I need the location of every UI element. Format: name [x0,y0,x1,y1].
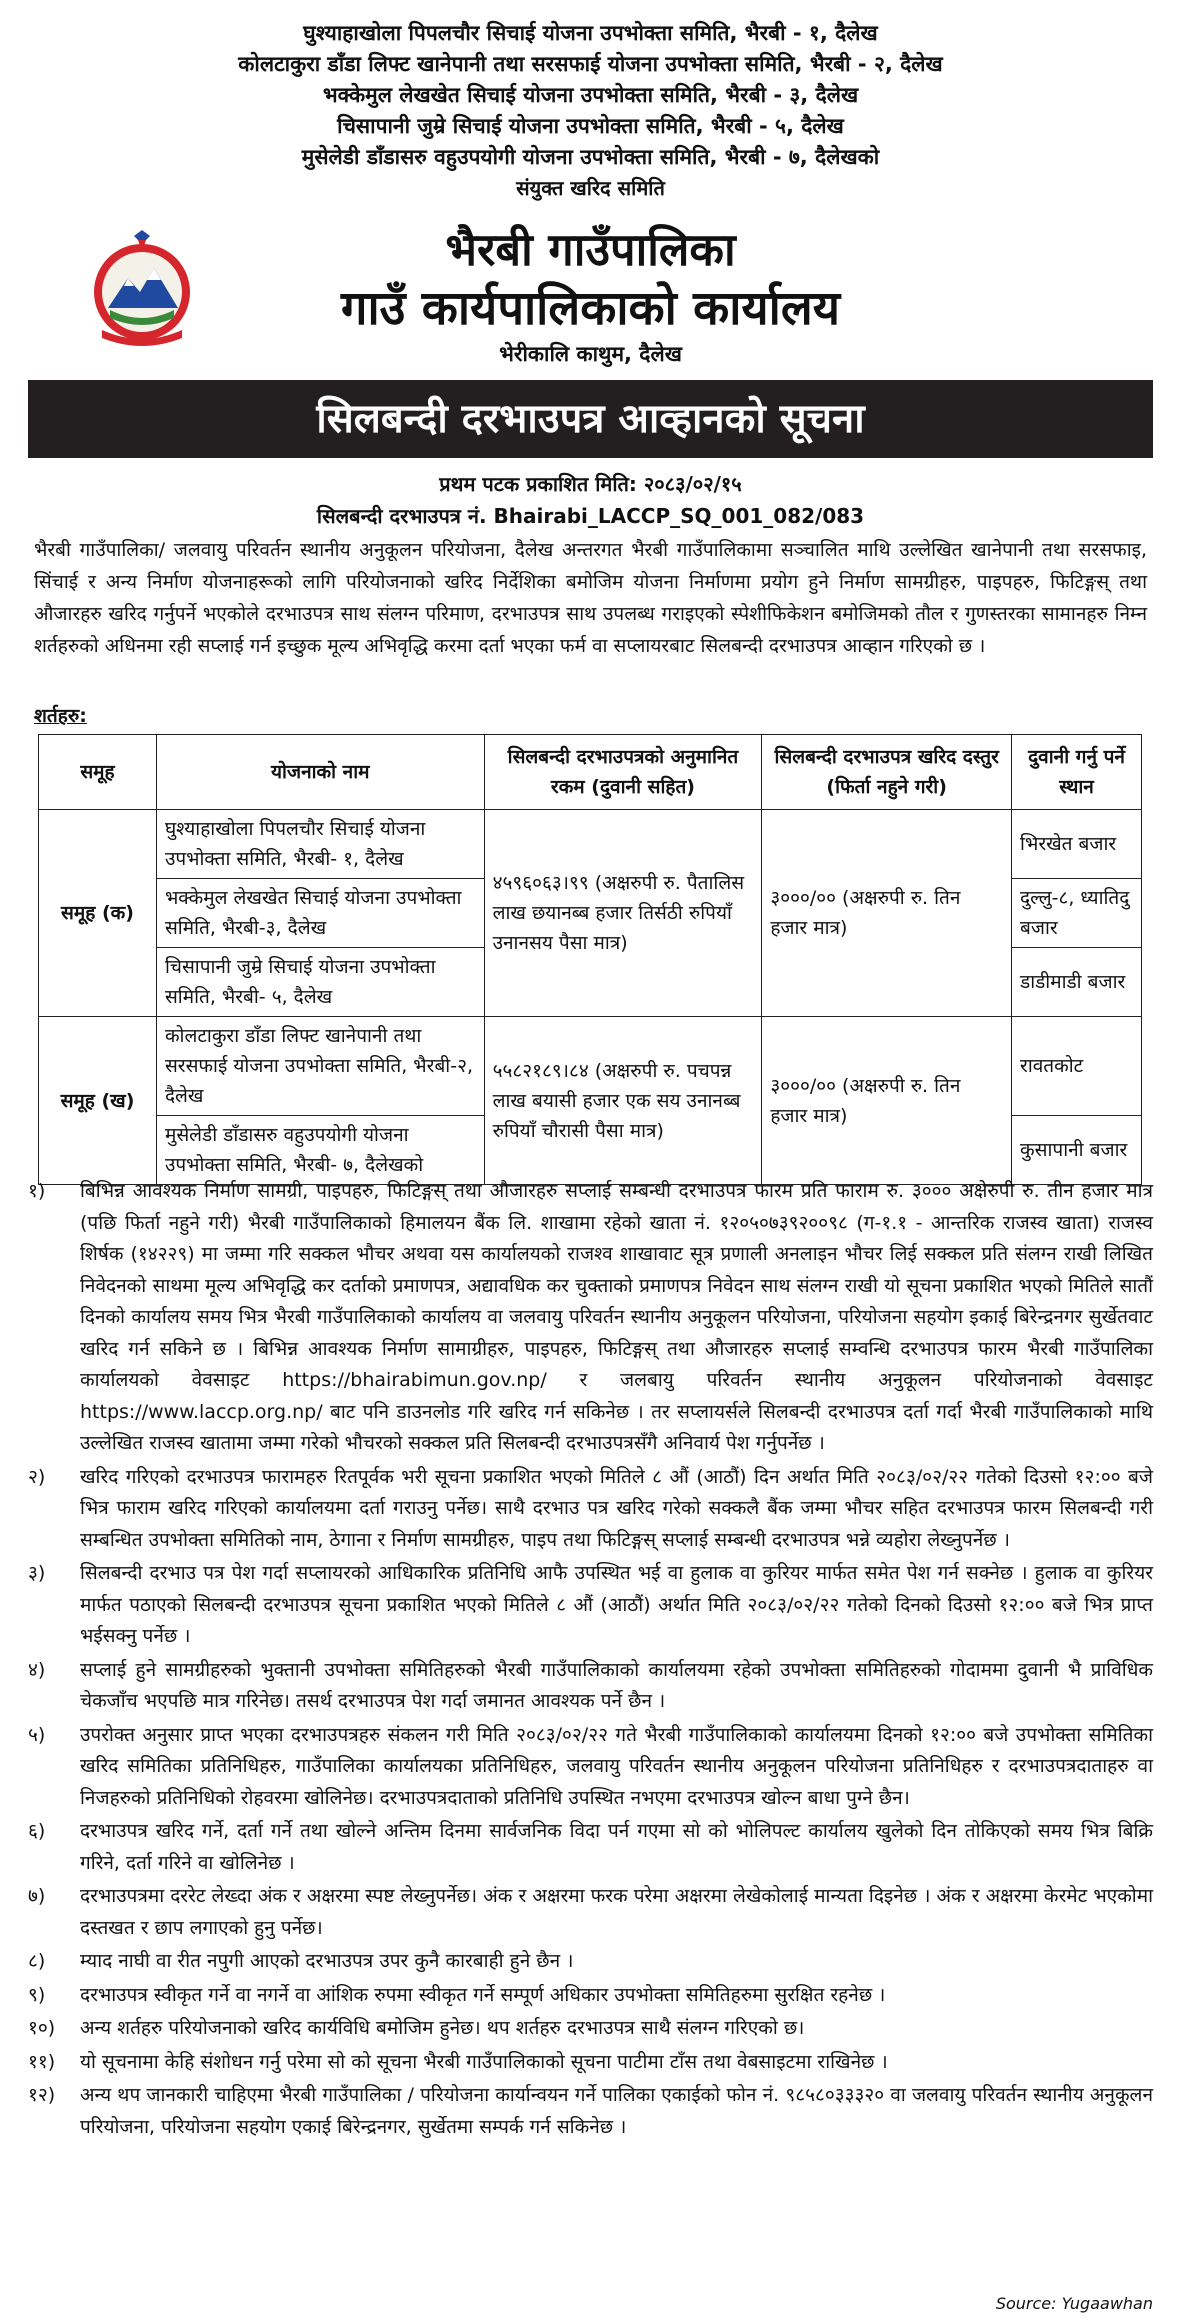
joint-committee: संयुक्त खरिद समिति [516,176,665,200]
committee-line: भक्केमुल लेखखेत सिचाई योजना उपभोक्ता समिति, भैरबी - ३, दैलेख [322,83,859,107]
col-header: योजनाको नाम [156,735,484,810]
terms-heading: शर्तहरु: [34,705,87,727]
tender-number: सिलबन्दी दरभाउपत्र नं. Bhairabi_LACCP_SQ_001_082/083 [316,504,865,528]
delivery-location: दुल्लु-८, ध्याति‌दु बजार [1012,879,1142,948]
term-number: ८) [28,1950,46,1972]
term-number: ४) [28,1658,46,1681]
term-item [28,1655,1153,1718]
term-text: दरभाउपत्र खरिद गर्ने, दर्ता गर्ने तथा खोल्ने अन्तिम दिनमा सार्वजनिक विदा पर्न गएमा सो को भोलिपल्ट कार्यालय खुलेको दिन तोकिएको समय भित्र बिक्रि गरिने, दर्ता गरिने वा खोलिनेछ । [80,1820,1153,1874]
delivery-location: भिरखेत बजार [1012,810,1142,879]
committee-line: चिसापानी जुम्रे सिचाई योजना उपभोक्ता समिति, भैरबी - ५, दैलेख [337,114,844,138]
office-address: भेरीकालि काथुम, दैलेख [499,342,682,366]
project-name: मुसेलेडी डाँडासरु वहुउपयोगी योजना उपभोक्ता समिति, भैरबी- ७, दैलेखको [156,1116,484,1185]
term-text: अन्य थप जानकारी चाहिएमा भैरबी गाउँपालिका / परियोजना कार्यान्वयन गर्ने पालिका एकाईको फोन नं. ९८५८०३३३२० वा जलवायु परिवर्तन स्थानीय अनुकूलन परियोजना, परियोजना सहयोग एकाई बिरेन्द्रनगर, सुर्खेतमा सम्पर्क गर्न सकिनेछ । [80,2084,1153,2138]
committee-line: मुसेलेडी डाँडासरु वहुउपयोगी योजना उपभोक्ता समिति, भैरबी - ७, दैलेखको [301,145,880,169]
term-item [28,2047,1153,2079]
term-text: म्याद नाघी वा रीत नपुगी आएको दरभाउपत्र उपर कुनै कारबाही हुने छैन । [80,1950,574,1972]
term-item [28,2080,1153,2143]
table-row [39,1017,1142,1116]
term-item [28,1176,1153,1460]
term-item [28,1462,1153,1557]
office-name: गाउँ कार्यपालिकाको कार्यालय [341,281,840,336]
term-number: १०) [28,2017,56,2039]
term-number: २) [28,1465,46,1488]
rural-municipality-name: भैरबी गाउँपालिका [445,223,736,276]
committee-list [28,18,1153,203]
groups-table [38,734,1142,1185]
col-header: सिलबन्दी दरभाउपत्रको अनुमानित रकम (दुवानी सहित) [484,735,762,810]
project-name: भक्केमुल लेखखेत सिचाई योजना उपभोक्ता समिति, भैरबी-३, दैलेख [156,879,484,948]
delivery-location: डाडीमाडी बजार [1012,948,1142,1017]
term-text: सप्लाई हुने सामग्रीहरुको भुक्तानी उपभोक्ता समितिहरुको भैरबी गाउँपालिकाको कार्यालयमा रहेको उपभोक्ता समितिहरुको गोदाममा दुवानी भै प्राविधिक चेकजाँच भएपछि मात्र गरिनेछ। तसर्थ दरभाउपत्र पेश गर्दा जमानत आवश्यक पर्ने छैन । [80,1658,1153,1712]
project-name: घुश्याहाखोला पिपलचौर सिचाई योजना उपभोक्ता समिति, भैरबी- १, दैलेख [156,810,484,879]
estimated-amount: ५५८२१८९।८४ (अक्षरुपी रु. पचपन्न लाख बयासी हजार एक सय उनानब्ब रुपियाँ चौरासी पैसा मात्र) [484,1017,762,1185]
source-credit: Source: Yugaawhan [995,2294,1153,2313]
term-number: ३) [28,1562,46,1584]
term-item [28,1816,1153,1879]
publish-date: प्रथम पटक प्रकाशित मिति: २०८३/०२/१५ [439,472,742,496]
project-name: चिसापानी जुम्रे सिचाई योजना उपभोक्ता समिति, भैरबी- ५, दैलेख [156,948,484,1017]
term-text: अन्य शर्तहरु परियोजनाको खरिद कार्यविधि बमोजिम हुनेछ। थप शर्तहरु दरभाउपत्र साथै संलग्न गरिएको छ। [80,2017,805,2039]
terms-list [28,1176,1153,2145]
committee-line: घुश्याहाखोला पिपलचौर सिचाई योजना उपभोक्ता समिति, भैरबी - १, दैलेख [303,21,878,45]
col-header: सिलबन्दी दरभाउपत्र खरिद दस्तुर (फिर्ता नहुने गरी) [762,735,1012,810]
table-header-row [39,735,1142,810]
delivery-location: रावतकोट [1012,1017,1142,1116]
purchase-fee: ३०००/०० (अक्षरुपी रु. तिन हजार मात्र) [762,810,1012,1017]
purchase-fee: ३०००/०० (अक्षरुपी रु. तिन हजार मात्र) [762,1017,1012,1185]
notice-title-banner: सिलबन्दी दरभाउपत्र आव्हानको सूचना [28,380,1153,458]
term-number: १२) [28,2084,56,2106]
term-text: दरभाउपत्र स्वीकृत गर्ने वा नगर्ने वा आंशिक रुपमा स्वीकृत गर्ने सम्पूर्ण अधिकार उपभोक्ता समितिहरुमा सुरक्षित रहनेछ । [80,1983,886,2006]
term-number: ११) [28,2050,56,2073]
table-row [39,810,1142,879]
intro-paragraph: भैरबी गाउँपालिका/ जलवायु परिवर्तन स्थानीय अनुकूलन परियोजना, दैलेख अन्तरगत भैरबी गाउँपालिकामा सञ्चालित माथि उल्लेखित खानेपानी तथा सरसफाइ, सिंचाई र अन्य निर्माण योजनाहरूको लागि परियोजनाको खरिद निर्देशिका बमोजिम योजना निर्माणमा प्रयोग हुने निर्माण सामग्रीहरु, पाइपहरु, फिटिङ्गस् तथा औजारहरु खरिद गर्नुपर्ने भएकोले दरभाउपत्र साथ संलग्न परिमाण, दरभाउपत्र साथ उपलब्ध गराइएको स्पेशीफिकेशन बमोजिमको तौल र गुणस्तरका सामानहरु निम्न शर्तहरुको अधिनमा रही सप्लाई गर्न इच्छुक मूल्य अभिवृद्धि करमा दर्ता भएका फर्म वा सप्लायरबाट सिलबन्दी दरभाउपत्र आव्हान गरिएको छ । [34,539,1147,657]
term-text: बिभिन्न आवश्यक निर्माण सामग्री, पाइपहरु, फिटिङ्गस् तथा औजारहरु सप्लाई सम्बन्धी दरभाउपत्र फारम प्रति फाराम रु. ३००० अक्षेरुपी रु. तीन हजार मात्र (पछि फिर्ता नहुने गरी) भैरबी गाउँपालिकाको हिमालयन बैंक लि. शाखामा रहेको खाता नं. १२०५०७३९२००९८ (ग-१.१ - आन्तरिक राजस्व खाता) राजस्व शिर्षक (१४२२९) मा जम्मा गरि सक्कल भौचर अथवा यस कार्यालयको राजश्व शाखावाट सूत्र प्रणाली अनलाइन भौचर लिई सक्कल प्रति संलग्न राखी लिखित निवेदनको साथमा मूल्य अभिवृद्धि कर दर्ताको प्रमाणपत्र, अद्यावधिक कर चुक्ताको प्रमाणपत्र निवेदन साथ संलग्न राखी यो सूचना प्रकाशित भएको मितिले सातौं दिनको कार्यालय समय भित्र भैरबी गाउँपालिकाको कार्यालय वा जलवायु परिवर्तन स्थानीय अनुकूलन परियोजना, परियोजना सहयोग इकाई बिरेन्द्रनगर सुर्खेतवाट खरिद गर्न सकिने छ । बिभिन्न आवश्यक निर्माण सामाग्रीहरु, पाइपहरु, फिटिङ्गस् तथा औजारहरु सप्लाई सम्वन्धि दरभाउपत्र फारम भैरबी गाउँपालिका कार्यालयको वेवसाइट https://bhairabimun.gov.np/ र जलबायु परिवर्तन स्थानीय अनुकूलन परियोजनाको वेवसाइट https://www.laccp.org.np/ बाट पनि डाउनलोड गरि खरिद गर्न सकिनेछ । तर सप्लायर्सले सिलबन्दी दरभाउपत्र दर्ता गर्दा भैरबी गाउँपालिकाको माथि उल्लेखित राजस्व खातामा जम्मा गरेको भौचरको सक्कल प्रति सिलबन्दी दरभाउपत्रसँगै अनिवार्य पेश गर्नुपर्नेछ । [80,1180,1154,1454]
term-item [28,1980,1153,2012]
delivery-location: कुसापानी बजार [1012,1116,1142,1185]
term-text: खरिद गरिएको दरभाउपत्र फारामहरु रितपूर्वक भरी सूचना प्रकाशित भएको मितिले ८ औं (आठौं) दिन अर्थात मिति २०८३/०२/२२ गतेको दिउसो १२:०० बजे भित्र फाराम खरिद गरिएको कार्यालयमा दर्ता गराउनु पर्नेछ। साथै दरभाउ पत्र खरिद गरेको सक्कलै बैंक जम्मा भौचर सहित दरभाउपत्र फारम सिलबन्दी गरी सम्बन्धित उपभोक्ता समितिको नाम, ठेगाना र निर्माण सामग्रीहरु, पाइप तथा फिटिङ्गस् सप्लाई सम्बन्धी दरभाउपत्र भन्ने व्यहोरा लेख्नुपर्नेछ । [80,1465,1153,1551]
term-text: दरभाउपत्रमा दररेट लेख्दा अंक र अक्षरमा स्पष्ट लेख्नुपर्नेछ। अंक र अक्षरमा फरक परेमा अक्षरमा लेखेकोलाई मान्यता दिइनेछ । अंक र अक्षरमा केरमेट भएकोमा दस्तखत र छाप लगाएको हुनु पर्नेछ। [80,1885,1153,1939]
project-name: कोलटाकुरा डाँडा लिफ्ट खानेपानी तथा सरसफाई योजना उपभोक्ता समिति, भैरबी-२, दैलेख [156,1017,484,1116]
group-name: समूह (क) [39,810,157,1017]
term-number: ६) [28,1820,46,1842]
committee-line: कोलटाकुरा डाँडा लिफ्ट खानेपानी तथा सरसफाई योजना उपभोक्ता समिति, भैरबी - २, दैलेख [238,52,943,76]
term-number: ७) [28,1885,46,1907]
term-item [28,1720,1153,1815]
term-item [28,1946,1153,1978]
term-number: १) [28,1180,46,1202]
term-number: ५) [28,1723,46,1746]
col-header: दुवानी गर्नु पर्ने स्थान [1012,735,1142,810]
term-text: उपरोक्त अनुसार प्राप्त भएका दरभाउपत्रहरु संकलन गरी मिति २०८३/०२/२२ गते भैरबी गाउँपालिकाको कार्यालयमा दिनको १२:०० बजे उपभोक्ता समितिका खरिद समितिका प्रतिनिधिहरु, गाउँपालिका कार्यालयका प्रतिनिधिहरु, जलवायु परिवर्तन स्थानीय अनुकूलन परियोजना प्रतिनिधिहरु र दरभाउपत्रदाताहरु वा निजहरुको प्रतिनिधिको रोहवरमा खोलिनेछ। दरभाउपत्रदाताको प्रतिनिधि उपस्थित नभएमा दरभाउपत्र खोल्न बाधा पुग्ने छैन। [80,1723,1153,1809]
term-number: ९) [28,1983,46,2006]
group-name: समूह (ख) [39,1017,157,1185]
term-item [28,1881,1153,1944]
term-item [28,2013,1153,2045]
term-text: यो सूचनामा केहि संशोधन गर्नु परेमा सो को सूचना भैरबी गाउँपालिकाको सूचना पाटीमा टाँस तथा वेबसाइटमा राखिनेछ । [80,2050,888,2073]
term-text: सिलबन्दी दरभाउ पत्र पेश गर्दा सप्लायरको आधिकारिक प्रतिनिधि आफै उपस्थित भई वा हुलाक वा कुरियर मार्फत समेत पेश गर्न सक्नेछ । हुलाक वा कुरियर मार्फत पठाएको सिलबन्दी दरभाउपत्र सूचना प्रकाशित भएको मितिले ८ औं (आठौं) अर्थात मिति २०८३/०२/२२ गतेको दिनको दिउसो १२:०० बजे भित्र प्राप्त भईसक्नु पर्नेछ । [80,1562,1153,1647]
estimated-amount: ४५९६०६३।९९ (अक्षरुपी रु. पैतालिस लाख छयानब्ब हजार तिर्सठी रुपियाँ उनानसय पैसा मात्र) [484,810,762,1017]
col-header: समूह [39,735,157,810]
term-item [28,1558,1153,1653]
